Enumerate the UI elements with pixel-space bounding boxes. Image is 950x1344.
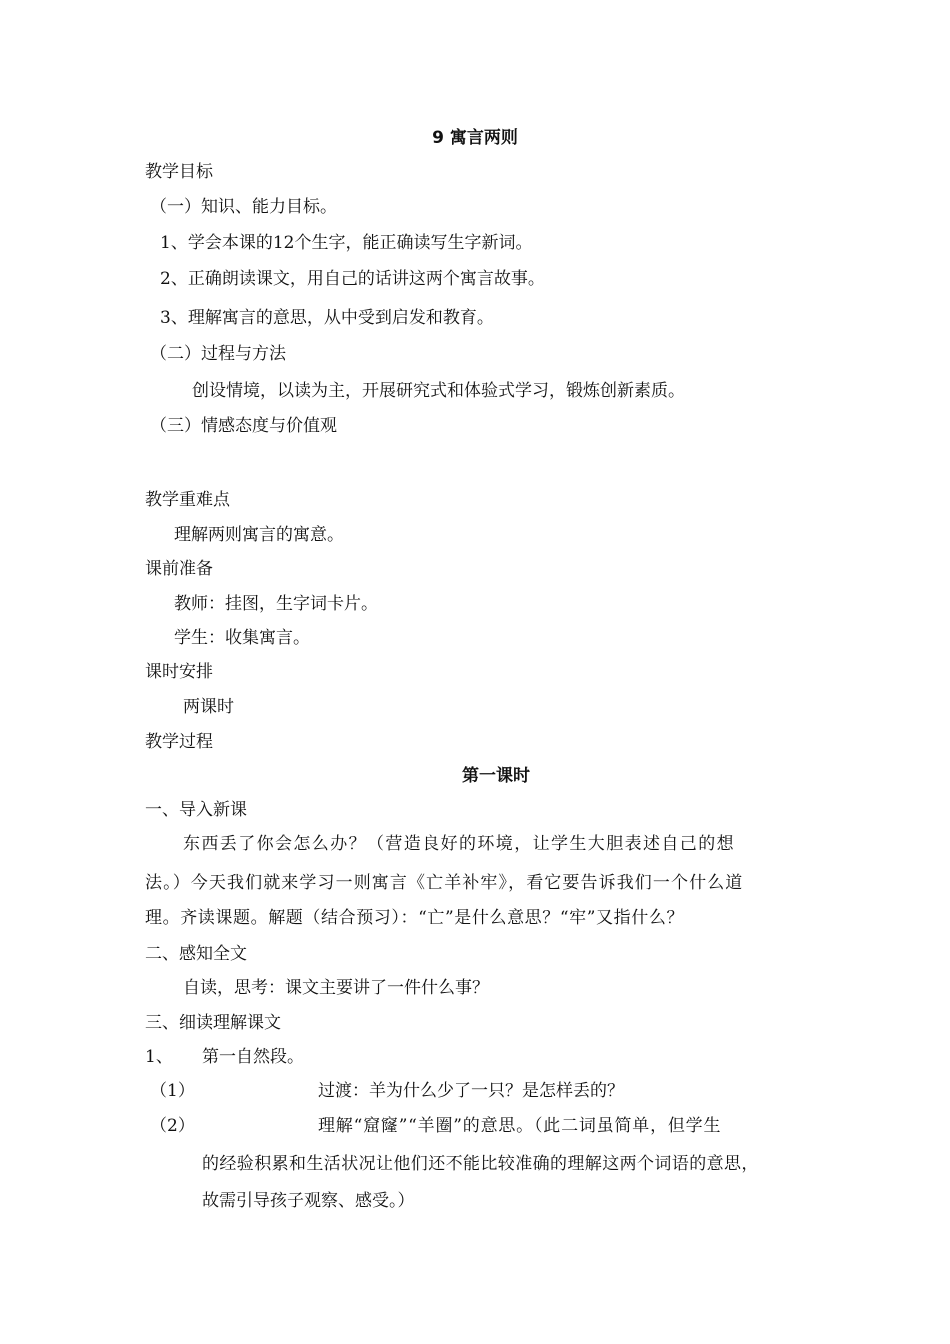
step-1-heading: 一、导入新课 (145, 800, 247, 820)
goal-item-2: 2、正确朗读课文，用自己的话讲这两个寓言故事。 (160, 269, 545, 289)
preparation-student: 学生：收集寓言。 (174, 628, 310, 648)
preparation-teacher: 教师：挂图，生字词卡片。 (174, 594, 378, 614)
item-1-number: 1、 (145, 1047, 173, 1067)
sub-item-2-line-3: 故需引导孩子观察、感受。） (202, 1191, 415, 1211)
goals-part-2: （二）过程与方法 (150, 344, 286, 364)
schedule-heading: 课时安排 (145, 662, 213, 682)
goals-part-2-text: 创设情境，以读为主，开展研究式和体验式学习，锻炼创新素质。 (192, 381, 685, 401)
sub-item-2-number: （2） (150, 1116, 195, 1136)
sub-item-2-line-1: 理解“窟窿”“羊圈”的意思。（此二词虽简单，但学生 (318, 1116, 722, 1136)
sub-item-2-line-2: 的经验积累和生活状况让他们还不能比较准确的理解这两个词语的意思， (202, 1154, 759, 1174)
goals-part-3: （三）情感态度与价值观 (150, 416, 337, 436)
step-2-text: 自读，思考：课文主要讲了一件什么事？ (183, 978, 489, 998)
goal-item-3: 3、理解寓言的意思，从中受到启发和教育。 (160, 308, 494, 328)
schedule-text: 两课时 (183, 697, 234, 717)
lesson-1-title: 第一课时 (462, 766, 530, 786)
step-3-heading: 三、细读理解课文 (145, 1013, 281, 1033)
goal-item-1: 1、学会本课的12个生字，能正确读写生字新词。 (160, 233, 533, 253)
step-1-line-2: 法。）今天我们就来学习一则寓言《亡羊补牢》，看它要告诉我们一个什么道 (145, 873, 744, 893)
page-title: 9 寓言两则 (432, 128, 518, 148)
step-2-heading: 二、感知全文 (145, 944, 247, 964)
teaching-goals-heading: 教学目标 (145, 162, 213, 182)
preparation-heading: 课前准备 (145, 559, 213, 579)
process-heading: 教学过程 (145, 732, 213, 752)
step-1-line-1: 东西丢了你会怎么办？（营造良好的环境，让学生大胆表述自己的想 (183, 834, 735, 854)
step-1-line-3: 理。齐读课题。解题（结合预习）：“亡”是什么意思？“牢”又指什么？ (145, 908, 685, 928)
goals-part-1: （一）知识、能力目标。 (150, 197, 337, 217)
key-points-text: 理解两则寓言的寓意。 (174, 525, 344, 545)
sub-item-1-text: 过渡：羊为什么少了一只？是怎样丢的？ (318, 1081, 624, 1101)
item-1-text: 第一自然段。 (202, 1047, 304, 1067)
sub-item-1-number: （1） (150, 1081, 195, 1101)
key-points-heading: 教学重难点 (145, 490, 230, 510)
